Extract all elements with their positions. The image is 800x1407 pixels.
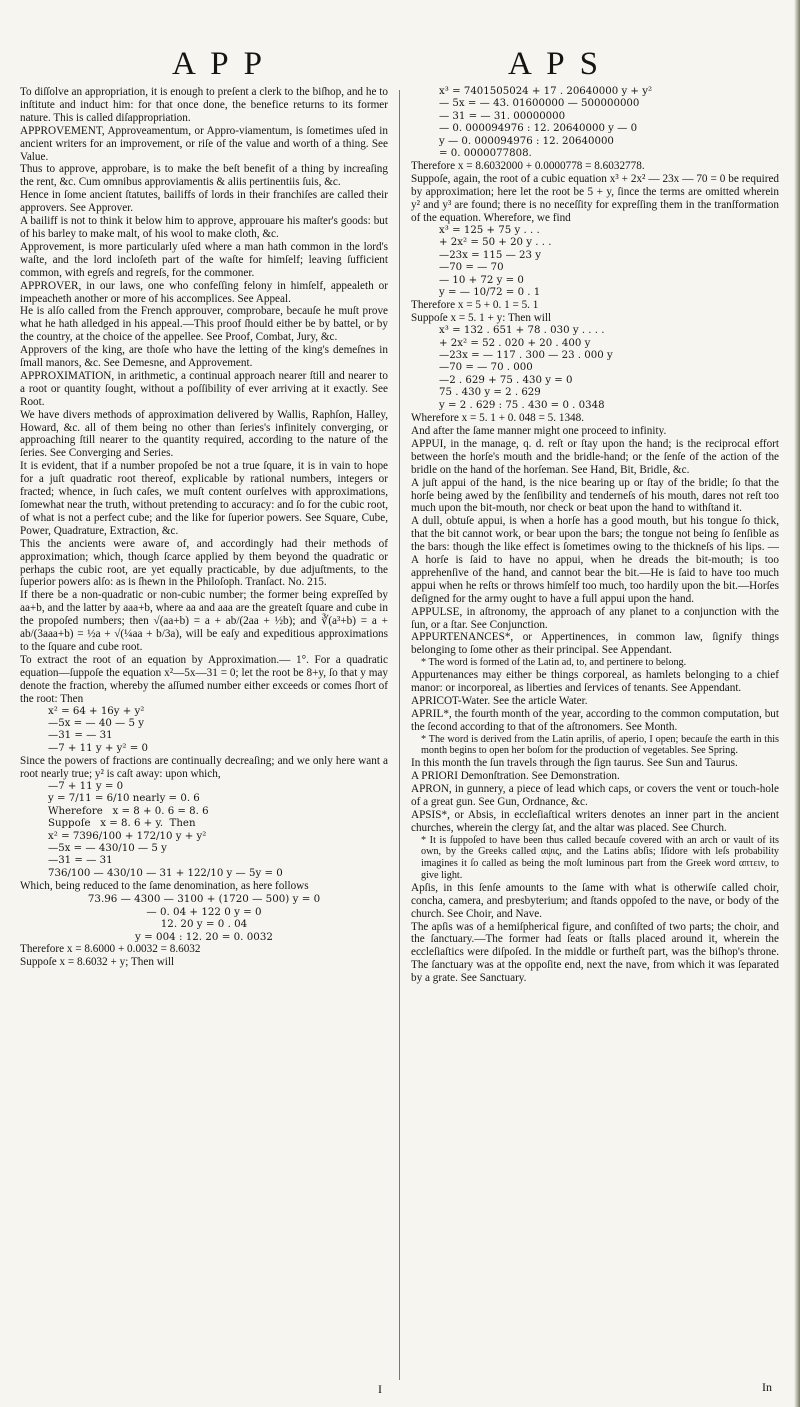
paragraph: Suppoſe, again, the root of a cubic equation x³ + 2x² — 23x — 70 = 0 be required by approximation; here let the root be 5 + y, ſince the terms are omitted wherein y² and y³ are found; there is no neceſſity for expreſſing them in the tranſformation of the equation. Wherefore, we find — [411, 173, 779, 225]
entry-approximation: APPROXIMATION, in arithmetic, a continual approach nearer ſtill and nearer to a root or quantity ſought, without a poſſibility of ever arriving at it exactly. See Root. — [20, 369, 388, 408]
entry-appui: APPUI, in the manage, q. d. reſt or ſtay upon the hand; is the reciprocal effort between the horſe's mouth and the bridle-hand; or the ſenſe of the action of the bridle on the hand of the horſeman. See Hand, Bit, Bridle, &c. — [411, 437, 779, 476]
running-head-left: A P P — [172, 46, 266, 82]
paragraph: A dull, obtuſe appui, is when a horſe has a good mouth, but his tongue ſo thick, that the bit cannot work, or bear upon the bars; the tongue not being ſo ſenſible as the bars: though the like effect is ſometimes owing to the thickneſs of his lips. —A horſe is ſaid to have no appui, when he dreads the bit-mouth; is too apprehenſive of the hand, and cannot bear the bit.—He is ſaid to have too much appui when he reſts or throws himſelf too much, too hardily upon the bit.—Horſes deſigned for the army ought to have a full appui upon the hand. — [411, 515, 779, 605]
entry-a-priori: A PRIORI Demonſtration. See Demonstration. — [411, 770, 620, 783]
right-column — [411, 86, 779, 985]
equation-line: —31 = — 31 — [48, 730, 113, 742]
paragraph: Which, being reduced to the ſame denomination, as here follows — [20, 880, 309, 893]
footnote: * It is ſuppoſed to have been thus called becauſe covered with an arch or vault of its own, by the Greeks called αψις, and the Latins abſis; Iſidore with leſs probability imagines it ſo called as being the moſt luminous part from the Greek word απτειν, to give light. — [421, 834, 779, 882]
paragraph: It is evident, that if a number propoſed be not a true ſquare, it is in vain to hope for a juſt quadratic root thereof, explicable by rational numbers, integers or fracted; whence, in ſuch caſes, we muſt content ourſelves with approximations, ſomewhat near the truth, without pretending to accuracy: and ſo for the cubic root, of what is not a perfect cube; and the like for ſuperior powers. See Square, Cube, Power, Quadrature, Extraction, &c. — [20, 460, 388, 537]
equation-line: Wherefore x = 8 + 0. 6 = 8. 6 — [48, 805, 209, 817]
paragraph: Since the powers of fractions are continually decreaſing; and we only here want a root nearly true; y² is caſt away: upon which, — [20, 755, 388, 781]
equation-line: x³ = 125 + 75 y . . . — [439, 224, 540, 236]
entry-approvement: APPROVEMENT, Approveamentum, or Appro-viamentum, is ſometimes uſed in ancient writers for an improvement, or riſe of the value and worth of a thing. See Value. — [20, 124, 388, 163]
equation-line: y = 004 : 12. 20 = 0. 0032 — [135, 930, 273, 943]
equation-line: x³ = 7401505024 + 17 . 20640000 y + y² — [439, 86, 653, 97]
equation-line: —70 = — 70 . 000 — [439, 362, 533, 374]
paragraph: Approvers of the king, are thoſe who have the letting of the king's demeſnes in ſmall manors, &c. See Demesne, and Approvement. — [20, 344, 388, 370]
paragraph: To extract the root of an equation by Approximation.— 1°. For a quadratic equation—ſuppoſe the equation x²—5x—31 = 0; let the root be 8+y, ſo that y may denote the fraction, whereby the aſſumed number either exceeds or comes ſhort of the root: Then — [20, 653, 388, 705]
equation-line: y = 2 . 629 : 75 . 430 = 0 . 0348 — [439, 399, 605, 411]
equation-line: + 2x² = 52 . 020 + 20 . 400 y — [439, 337, 591, 349]
equation-line: x³ = 132 . 651 + 78 . 030 y . . . . — [439, 325, 605, 337]
equation-line: y = — 10/72 = 0 . 1 — [439, 287, 541, 298]
entry-appurtenances: APPURTENANCES*, or Appertinences, in common law, ſignify things belonging to ſome other as their principal. See Appendant. — [411, 631, 779, 657]
entry-appulse: APPULSE, in aſtronomy, the approach of any planet to a conjunction with the ſun, or a ſtar. See Conjunction. — [411, 605, 779, 631]
equation-line: —5x = — 40 — 5 y — [48, 717, 144, 729]
equation-line: — 10 + 72 y = 0 — [439, 274, 524, 286]
equation-line: x² = 64 + 16y + y² — [48, 705, 145, 717]
equation-line: + 2x² = 50 + 20 y . . . — [439, 237, 552, 249]
equation-line: Suppoſe x = 8. 6 + y. Then — [48, 818, 196, 830]
paragraph: Wherefore x = 5. 1 + 0. 048 = 5. 1348. — [411, 412, 585, 425]
paragraph: If there be a non-quadratic or non-cubic number; the former being expreſſed by aa+b, and the latter by aaa+b, where aa and aaa are the greateſt ſquare and cube in the propoſed numbers; then √(aa+b) = a + ab/(2aa + ½b); and ∛(a³+b) = a + ab/(3aaa+b) = ½a + √(¼aa + b/3a), will be eaſy and expeditious approximations to the ſquare and cube root. — [20, 589, 388, 653]
paragraph: Therefore x = 8.6032000 + 0.0000778 = 8.6032778. — [411, 160, 645, 173]
equation-line: —7 + 11 y + y² = 0 — [48, 742, 148, 754]
equation-line: —5x = — 430/10 — 5 y — [48, 842, 167, 854]
equation-line: y = 7/11 = 6/10 nearly = 0. 6 — [48, 793, 200, 805]
paragraph: Thus to approve, approbare, is to make the beſt benefit of a thing by increaſing the rent, &c. Cum omnibus approviamentis & aliis pertinentiis ſuis, &c. — [20, 163, 388, 189]
paragraph: Hence in ſome ancient ſtatutes, bailiffs of lords in their franchiſes are called their approvers. See Approver. — [20, 189, 388, 215]
paragraph: This the ancients were aware of, and accordingly had their methods of approximation; which, though ſcarce applied by them beyond the quadratic or perhaps the cubic root, are yet equally practicable, by due adjuſtments, to the ſuperior powers alſo: as is ſhewn in the Philoſoph. Tranſact. No. 215. — [20, 537, 388, 589]
equation-line: 73.96 — 4300 — 3100 + (1720 — 500) y = 0 — [87, 893, 321, 906]
equation-line: 12. 20 y = 0 . 04 — [160, 918, 248, 931]
paragraph: Suppoſe x = 5. 1 + y: Then will — [411, 312, 552, 325]
equation-line: —23x = — 117 . 300 — 23 . 000 y — [439, 350, 613, 362]
paragraph: Therefore x = 8.6000 + 0.0032 = 8.6032 — [20, 943, 201, 956]
equation-line: —31 = — 31 — [48, 855, 113, 867]
equation-line: — 31 = — 31. 00000000 — [439, 110, 566, 122]
equation-line: —7 + 11 y = 0 — [48, 780, 124, 792]
paragraph: We have divers methods of approximation delivered by Wallis, Raphſon, Halley, Howard, &c. all of them being no other than ſeries's infinitely converging, or approaching ſtill nearer to the quantity required, according to the nature of the ſeries. See Converging and Series. — [20, 408, 388, 460]
paragraph: He is alſo called from the French approuver, comprobare, becauſe he muſt prove what he hath alledged in his appeal.—This proof ſhould either be by battel, or by the country, at the choice of the appellee. See Proof, Combat, Jury, &c. — [20, 305, 388, 344]
entry-apron: APRON, in gunnery, a piece of lead which caps, or covers the vent or touch-hole of a great gun. See Gun, Ordnance, &c. — [411, 783, 779, 808]
catchword: In — [762, 1380, 772, 1394]
paragraph: A bailiff is not to think it below him to approve, approuare his maſter's goods: but of his barley to make malt, of his wool to make cloth, &c. — [20, 215, 388, 240]
entry-apricot-water: APRICOT-Water. See the article Water. — [411, 694, 588, 707]
footnote: * The word is formed of the Latin ad, to, and pertinere to belong. — [421, 657, 687, 669]
running-head-right: A P S — [508, 46, 602, 82]
equation-line: —70 = — 70 — [439, 262, 504, 274]
paragraph: The apſis was of a hemiſpherical figure, and conſiſted of two parts; the choir, and the ſanctuary.—The former had ſeats or ſtalls placed around it, wherein the eccleſiaſtics were diſpoſed. In the middle or furtheſt part, was the biſhop's throne. The ſanctuary was at the oppoſite end, next the nave, from which it was ſeparated by a grate. See Sanctuary. — [411, 920, 779, 985]
equation-line: = 0. 0000077808. — [439, 148, 532, 160]
paragraph: A juſt appui of the hand, is the nice bearing up or ſtay of the bridle; ſo that the horſe being awed by the ſenſibility and tenderneſs of his mouth, dares not reſt too much upon the bit-mouth, nor check or beat upon the hand to withſtand it. — [411, 476, 779, 515]
equation-line: — 0. 000094976 : 12. 20640000 y — 0 — [439, 123, 638, 135]
column-divider — [399, 90, 400, 1380]
left-column — [20, 86, 388, 969]
paragraph: Appurtenances may either be things corporeal, as hamlets belonging to a chief manor: or incorporeal, as liberties and ſervices of tenants. See Appendant. — [411, 669, 779, 694]
entry-april: APRIL*, the fourth month of the year, according to the common computation, but the ſecond according to that of the aſtronomers. See Month. — [411, 707, 779, 733]
footnote: * The word is derived from the Latin aprilis, of aperio, I open; becauſe the earth in this month begins to open her boſom for the production of vegetables. See Spring. — [421, 733, 779, 757]
entry-disappropriation: To diſſolve an appropriation, it is enough to preſent a clerk to the biſhop, and he to inſtitute and induct him: for that once done, the benefice returns to its former nature. This is called diſappropriation. — [20, 86, 388, 124]
equation-line: 75 . 430 y = 2 . 629 — [439, 387, 541, 399]
equation-line: — 5x = — 43. 01600000 — 500000000 — [439, 98, 640, 110]
paragraph: Approvement, is more particularly uſed where a man hath common in the lord's waſte, and the lord incloſeth part of the waſte for himſelf; leaving ſufficient common, with egreſs and regreſs, for the commoner. — [20, 240, 388, 279]
equation-line: 736/100 — 430/10 — 31 + 122/10 y — 5y = 0 — [48, 867, 283, 879]
paragraph: Apſis, in this ſenſe amounts to the ſame with what is otherwiſe called choir, concha, camera, and presbyterium; and ſtands oppoſed to the nave, or body of the church. See Choir, and Nave. — [411, 881, 779, 920]
paragraph: Therefore x = 5 + 0. 1 = 5. 1 — [411, 299, 539, 312]
equation-line: —2 . 629 + 75 . 430 y = 0 — [439, 374, 573, 386]
equation-line: x² = 7396/100 + 172/10 y + y² — [48, 830, 207, 842]
paragraph: And after the ſame manner might one proceed to infinity. — [411, 424, 667, 437]
paragraph: Suppoſe x = 8.6032 + y; Then will — [20, 956, 175, 969]
paragraph: In this month the ſun travels through the ſign taurus. See Sun and Taurus. — [411, 757, 738, 770]
equation-line: — 0. 04 + 122 0 y = 0 — [146, 905, 262, 918]
scan-edge-shadow — [794, 0, 800, 1407]
equation-line: —23x = 115 — 23 y — [439, 249, 541, 261]
entry-apsis: APSIS*, or Absis, in eccleſiaſtical writers denotes an inner part in the ancient churches, wherein the clergy ſat, and the altar was placed. See Church. — [411, 808, 779, 834]
signature-mark: I — [378, 1382, 382, 1396]
equation-line: y — 0. 000094976 : 12. 20640000 — [439, 135, 614, 147]
entry-approver: APPROVER, in our laws, one who confeſſing felony in himſelf, appealeth or impeacheth another or more of his accomplices. See Appeal. — [20, 279, 388, 305]
